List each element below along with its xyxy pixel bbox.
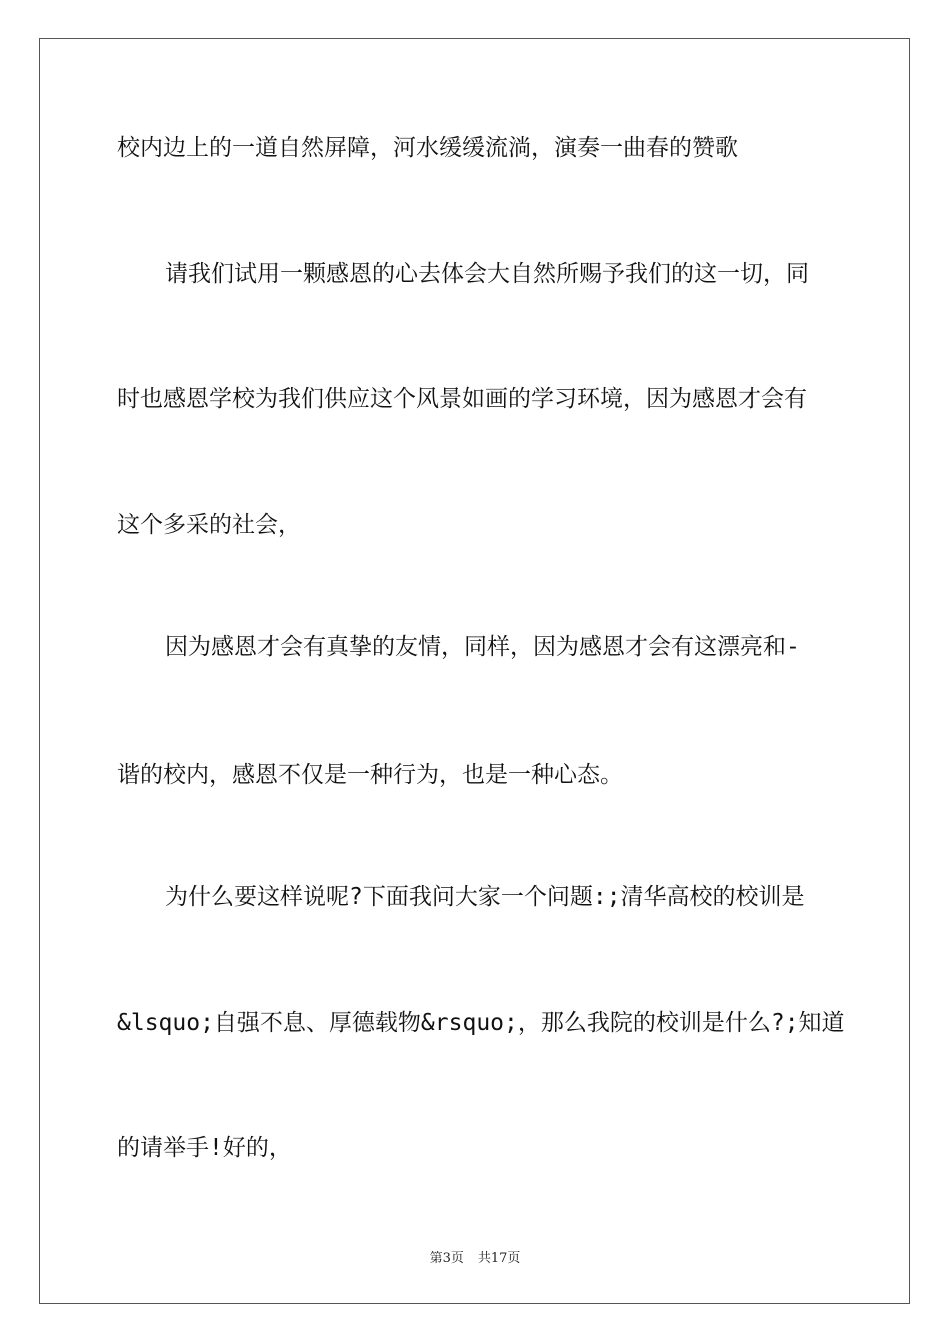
paragraph-line: 的请举手!好的， bbox=[117, 1135, 292, 1161]
page-border bbox=[39, 38, 910, 1304]
paragraph-line: &lsquo;自强不息、厚德载物&rsquo;，那么我院的校训是什么?;知道 bbox=[117, 1010, 845, 1036]
paragraph-line: 为什么要这样说呢?下面我问大家一个问题:;清华高校的校训是 bbox=[165, 884, 805, 910]
page-total: 共17页 bbox=[477, 1251, 521, 1266]
paragraph-line: 这个多采的社会， bbox=[117, 512, 301, 538]
paragraph-line: 因为感恩才会有真挚的友情，同样，因为感恩才会有这漂亮和- bbox=[165, 634, 800, 660]
paragraph-line: 请我们试用一颗感恩的心去体会大自然所赐予我们的这一切，同 bbox=[165, 261, 809, 287]
page-number: 第3页 bbox=[429, 1251, 464, 1266]
paragraph-line: 时也感恩学校为我们供应这个风景如画的学习环境，因为感恩才会有 bbox=[117, 386, 807, 412]
paragraph-line: 校内边上的一道自然屏障，河水缓缓流淌，演奏一曲春的赞歌 bbox=[117, 135, 738, 161]
page-footer bbox=[0, 1247, 950, 1266]
paragraph-line: 谐的校内，感恩不仅是一种行为，也是一种心态。 bbox=[117, 762, 623, 788]
